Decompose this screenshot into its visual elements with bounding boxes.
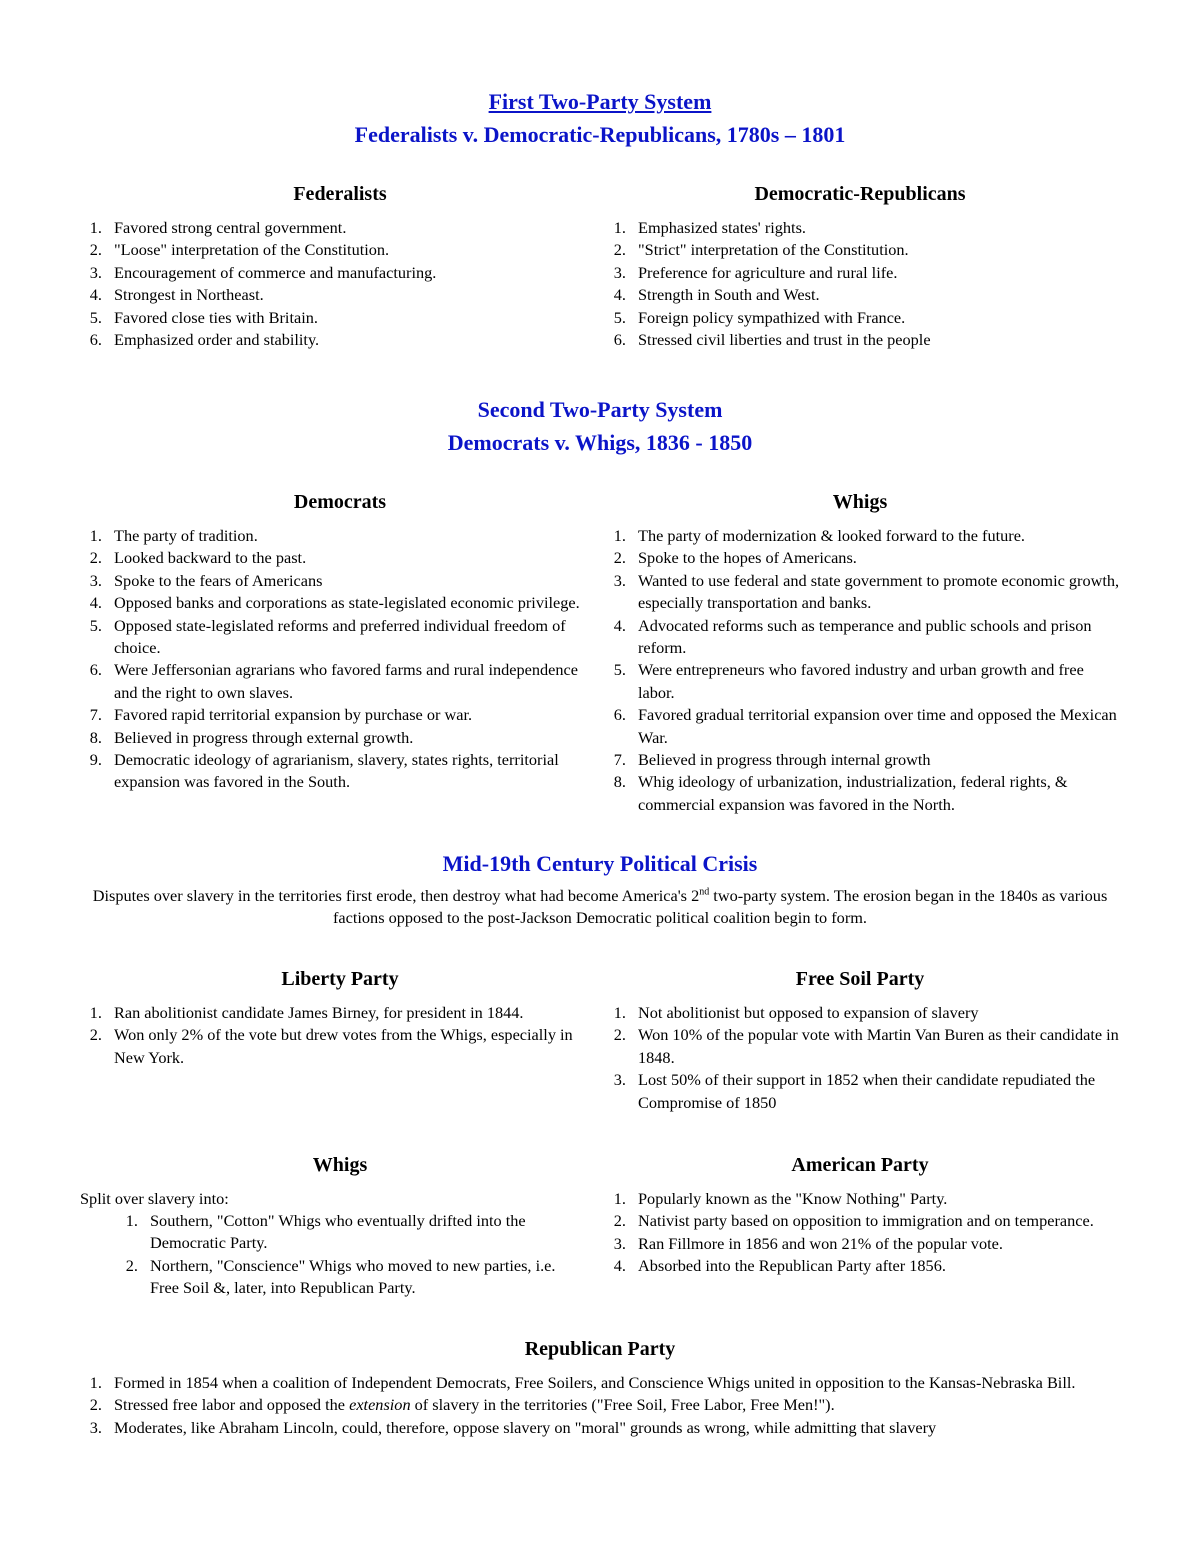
list-item: 2. Won 10% of the popular vote with Martin Van Buren as their candidate in 1848.	[613, 1025, 1119, 1067]
democratic-republicans-heading: Democratic-Republicans	[754, 183, 966, 205]
liberty-party-heading: Liberty Party	[281, 968, 399, 990]
list-item: 1. The party of tradition.	[89, 526, 258, 545]
list-item: 2. "Loose" interpretation of the Constitution.	[89, 240, 390, 260]
whigs-list	[604, 525, 1120, 816]
whigs-split-heading: Whigs	[312, 1154, 368, 1176]
list-item: 8. Believed in progress through external growth.	[89, 727, 414, 747]
list-item: 1. Popularly known as the "Know Nothing" Party.	[613, 1189, 948, 1208]
list-item: 7. Favored rapid territorial expansion by purchase or war.	[89, 705, 473, 725]
federalists-list	[80, 217, 580, 351]
list-item: 3. Encouragement of commerce and manufacturing.	[89, 262, 437, 282]
list-item: 4. Strength in South and West.	[613, 285, 820, 305]
list-item: 2. Nativist party based on opposition to immigration and on temperance.	[613, 1211, 1094, 1231]
list-item: 7. Believed in progress through internal growth	[613, 750, 931, 770]
list-item: 6. Emphasized order and stability.	[89, 330, 320, 350]
list-item: 2. Spoke to the hopes of Americans.	[613, 548, 857, 568]
list-item: 6. Were Jeffersonian agrarians who favored farms and rural independence and the right to own slaves.	[89, 660, 578, 702]
list-item: 1. Emphasized states' rights.	[613, 218, 806, 237]
first-system-title: First Two-Party System	[488, 89, 712, 114]
list-item: 3. Spoke to the fears of Americans	[89, 570, 323, 590]
whigs-split-intro: Split over slavery into:	[80, 1189, 229, 1208]
list-item: 4. Strongest in Northeast.	[89, 285, 264, 305]
republican-party-list	[80, 1372, 1120, 1439]
list-item: 3. Lost 50% of their support in 1852 when their candidate repudiated the Compromise of 1850	[613, 1070, 1096, 1112]
list-item: 1. Southern, "Cotton" Whigs who eventually drifted into the Democratic Party.	[125, 1211, 526, 1253]
liberty-party-list	[80, 1002, 580, 1069]
republican-party-heading: Republican Party	[524, 1338, 676, 1360]
second-system-subtitle: Democrats v. Whigs, 1836 - 1850	[447, 430, 753, 455]
first-system-subtitle: Federalists v. Democratic-Republicans, 1780s – 1801	[354, 122, 846, 147]
list-item: 2. Northern, "Conscience" Whigs who moved to new parties, i.e. Free Soil &, later, into Republican Party.	[125, 1255, 556, 1298]
free-soil-party-heading: Free Soil Party	[795, 968, 925, 990]
federalists-heading: Federalists	[293, 183, 387, 205]
list-item: 3. Ran Fillmore in 1856 and won 21% of the popular vote.	[613, 1233, 1003, 1253]
list-item: 8. Whig ideology of urbanization, industrialization, federal rights, & commercial expansion was favored in the North.	[613, 772, 1068, 814]
list-item: 9. Democratic ideology of agrarianism, slavery, states rights, territorial expansion was favored in the South.	[89, 750, 559, 792]
list-item: 1. Favored strong central government.	[89, 218, 347, 237]
list-item: 1. The party of modernization & looked forward to the future.	[613, 526, 1026, 545]
list-item: 5. Favored close ties with Britain.	[89, 307, 318, 327]
whigs-heading: Whigs	[832, 491, 888, 513]
second-system-title: Second Two-Party System	[477, 397, 723, 422]
democrats-heading: Democrats	[293, 491, 387, 513]
list-item: 1. Not abolitionist but opposed to expansion of slavery	[613, 1003, 979, 1022]
democrats-list	[80, 525, 580, 794]
list-item: 2. Stressed free labor and opposed the extension of slavery in the territories ("Free Soil, Free Labor, Free Men!").	[89, 1395, 835, 1415]
free-soil-party-list	[604, 1002, 1120, 1114]
american-party-list	[604, 1188, 1120, 1278]
list-item: 6. Stressed civil liberties and trust in the people	[613, 330, 931, 350]
list-item: 5. Opposed state-legislated reforms and preferred individual freedom of choice.	[89, 615, 566, 658]
list-item: 2. Looked backward to the past.	[89, 548, 307, 568]
crisis-title: Mid-19th Century Political Crisis	[442, 851, 758, 876]
list-item: 2. Won only 2% of the vote but drew votes from the Whigs, especially in New York.	[89, 1025, 573, 1067]
list-item: 4. Advocated reforms such as temperance and public schools and prison reform.	[613, 615, 1092, 658]
list-item: 2. "Strict" interpretation of the Constitution.	[613, 240, 909, 260]
democratic-republicans-list	[604, 217, 1120, 351]
list-item: 5. Foreign policy sympathized with France.	[613, 307, 906, 327]
list-item: 3. Wanted to use federal and state government to promote economic growth, especially transportation and banks.	[613, 570, 1120, 613]
american-party-heading: American Party	[791, 1154, 929, 1176]
list-item: 3. Preference for agriculture and rural life.	[613, 262, 898, 282]
list-item: 1. Ran abolitionist candidate James Birney, for president in 1844.	[89, 1003, 524, 1022]
list-item: 5. Were entrepreneurs who favored industry and urban growth and free labor.	[613, 660, 1084, 702]
list-item: 3. Moderates, like Abraham Lincoln, could, therefore, oppose slavery on "moral" grounds as wrong, while admitting that slavery	[89, 1417, 937, 1437]
crisis-intro: Disputes over slavery in the territories first erode, then destroy what had become America's 2nd two-party system. The erosion began in the 1840s as various factions opposed to the post-Jackson Democratic political coalition begin to form.	[92, 886, 1108, 928]
list-item: 4. Absorbed into the Republican Party after 1856.	[613, 1256, 946, 1276]
whigs-split-list	[116, 1210, 580, 1300]
list-item: 4. Opposed banks and corporations as state-legislated economic privilege.	[89, 593, 580, 613]
list-item: 1. Formed in 1854 when a coalition of Independent Democrats, Free Soilers, and Conscience Whigs united in opposition to the Kansas-Nebraska Bill.	[89, 1373, 1076, 1392]
list-item: 6. Favored gradual territorial expansion over time and opposed the Mexican War.	[613, 705, 1117, 747]
